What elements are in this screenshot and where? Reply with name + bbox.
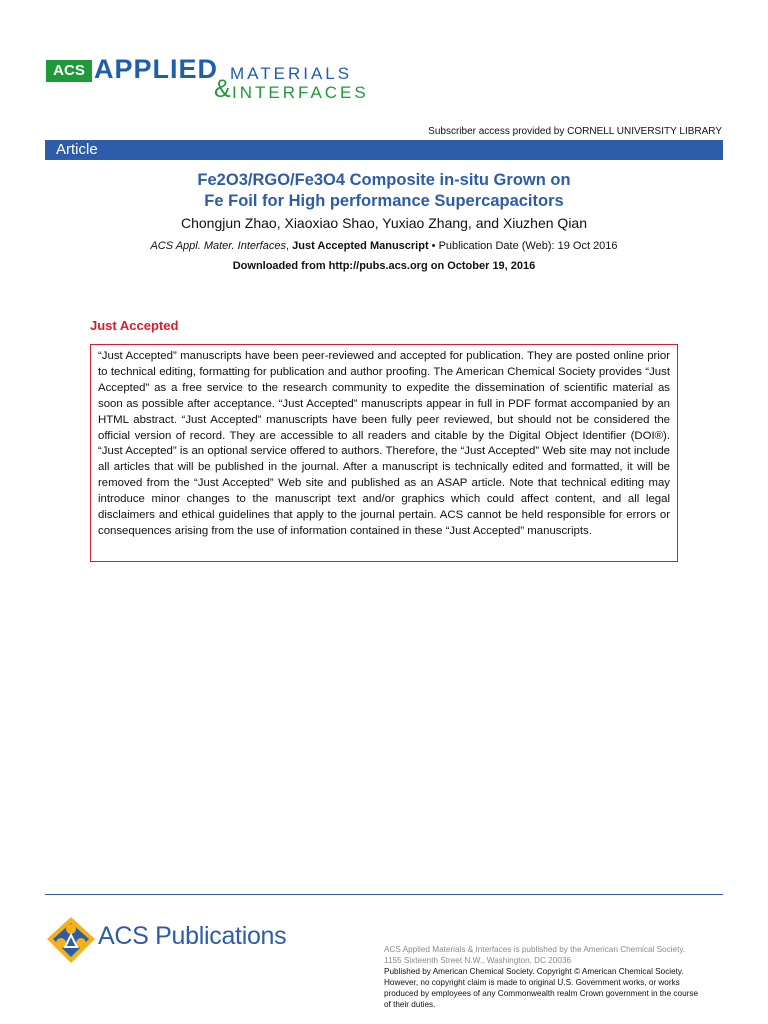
logo-applied: APPLIED (94, 54, 219, 84)
acs-logo-box: ACS (46, 60, 92, 82)
journal-separator: , (285, 240, 293, 252)
authors: Chongjun Zhao, Xiaoxiao Shao, Yuxiao Zhang, and Xiuzhen Qian (180, 215, 588, 231)
acs-publications-logo (45, 915, 295, 965)
footer-line-6: of their duties. (384, 1000, 436, 1009)
title-line-2: Fe Foil for High performance Supercapacitors (204, 192, 564, 210)
just-accepted-heading: Just Accepted (90, 318, 179, 333)
footer-line-3: Published by American Chemical Society. Copyright © American Chemical Society. (384, 967, 684, 976)
footer-line-2: 1155 Sixteenth Street N.W., Washington, DC 20036 (384, 956, 572, 965)
subscriber-access: Subscriber access provided by CORNELL UNIVERSITY LIBRARY (428, 126, 722, 137)
paper-title (45, 170, 723, 212)
section-label: Article (56, 141, 98, 158)
acs-hexagon-icon (45, 915, 97, 965)
publication-date: • Publication Date (Web): 19 Oct 2016 (428, 240, 618, 252)
logo-ampersand: & (214, 75, 231, 103)
footer-line-4: However, no copyright claim is made to original U.S. Government works, or works (384, 978, 680, 987)
just-accepted-notice: “Just Accepted” manuscripts have been peer-reviewed and accepted for publication. They are posted online prior to technical editing, formatting for publication and author proofing. The American Chemical Society provides “Just Accepted” as a free service to the research community to expedite the dissemination of scientific material as soon as possible after acceptance. “Just Accepted” manuscripts appear in full in PDF format accompanied by an HTML abstract. “Just Accepted” manuscripts have been fully peer reviewed, but should not be considered the official version of record. They are accessible to all readers and citable by the Digital Object Identifier (DOI®). “Just Accepted” is an optional service offered to authors. Therefore, the “Just Accepted” Web site may not include all articles that will be published in the journal. After a manuscript is technically edited and formatted, it will be removed from the “Just Accepted” Web site and published as an ASAP article. Note that technical editing may introduce minor changes to the manuscript text and/or graphics which could affect content, and all legal disclaimers and ethical guidelines that apply to the journal pertain. ACS cannot be held responsible for errors or consequences arising from the use of information contained in these “Just Accepted” manuscripts. (90, 344, 678, 562)
journal-logo (46, 54, 386, 103)
download-notice: Downloaded from http://pubs.acs.org on October 19, 2016 (232, 260, 536, 272)
manuscript-status: Just Accepted Manuscript (292, 240, 429, 252)
publications-wordmark: ACS Publications (98, 922, 287, 950)
footer-divider (45, 894, 723, 895)
footer-info (384, 944, 734, 1010)
journal-line (45, 240, 723, 252)
footer-line-5: produced by employees of any Commonwealth realm Crown government in the course (384, 989, 699, 998)
section-bar (45, 140, 723, 160)
title-line-1: Fe2O3/RGO/Fe3O4 Composite in-situ Grown on (197, 171, 571, 189)
journal-name: ACS Appl. Mater. Interfaces (150, 240, 286, 252)
logo-interfaces: INTERFACES (232, 83, 369, 102)
logo-materials: MATERIALS (230, 64, 353, 83)
footer-line-1: ACS Applied Materials & Interfaces is published by the American Chemical Society. (384, 945, 686, 954)
